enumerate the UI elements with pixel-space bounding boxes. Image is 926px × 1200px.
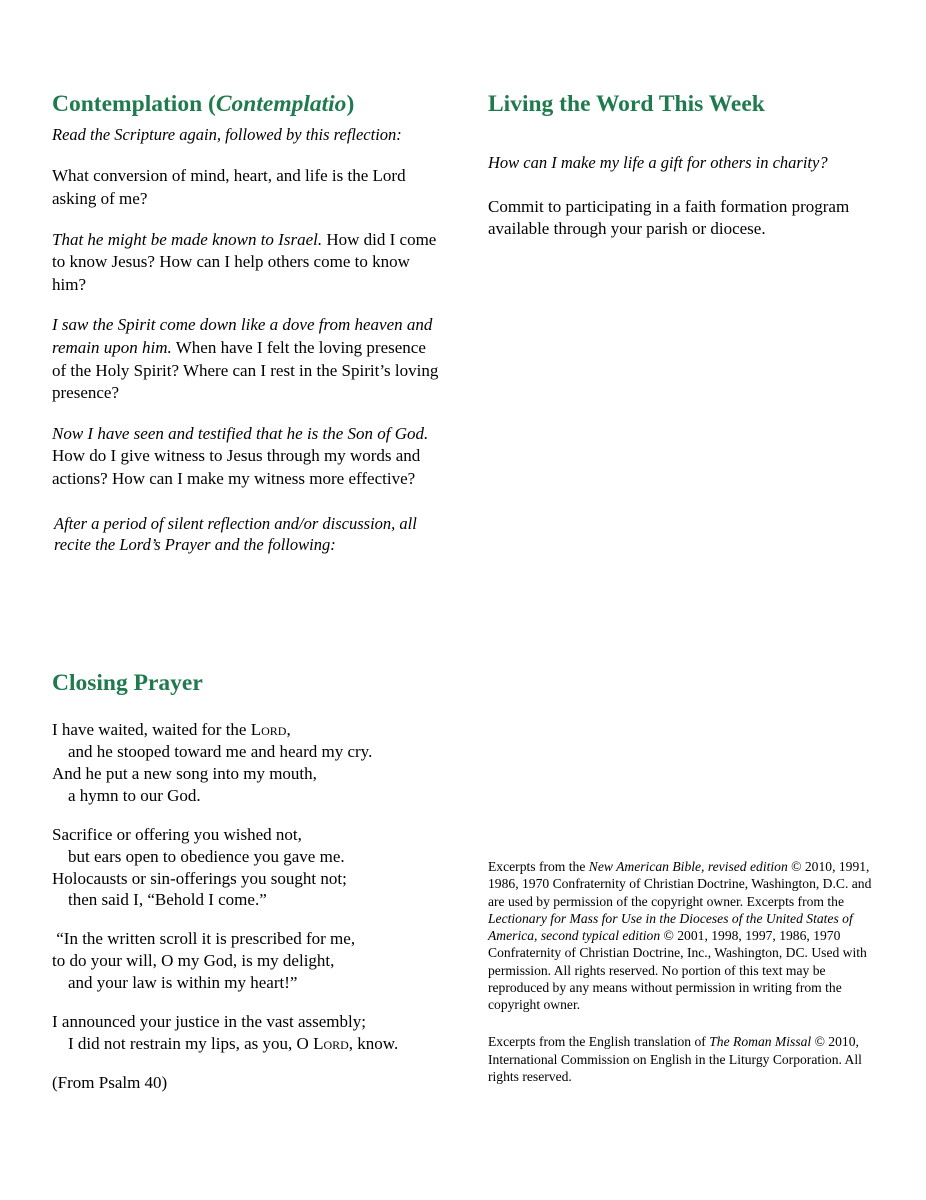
psalm-line-text: And he put a new song into my mouth, — [52, 763, 317, 783]
psalm-line — [52, 868, 452, 890]
closing-prayer-section — [52, 670, 452, 1094]
contemplation-heading-latin: Contemplatio — [215, 91, 347, 117]
contemplation-rubric: Read the Scripture again, followed by this reflection: — [52, 125, 402, 145]
psalm-line-text: I announced your justice in the vast assembly; — [52, 1012, 366, 1032]
credit-block-missal — [488, 1033, 872, 1085]
reflection-paragraph-2 — [52, 229, 444, 297]
contemplation-closing-rubric: After a period of silent reflection and/or discussion, all recite the Lord’s Prayer and the following: — [54, 513, 417, 555]
living-the-word-column — [488, 90, 870, 241]
reflection-paragraph-1 — [52, 165, 444, 210]
credit-title-italic: New American Bible, revised edition — [588, 859, 788, 874]
psalm-source: (From Psalm 40) — [52, 1072, 168, 1092]
psalm-line-text: “In the written scroll it is prescribed for me, — [52, 929, 356, 949]
psalm-line — [52, 785, 452, 807]
credit-text: © 2001, 1998, 1997, 1986, 1970 Confraternity of Christian Doctrine, Inc., Washington, DC. Used with permission. All rights reserved. No portion of this text may be reproduced by any means without permission in writing from the copyright owner. — [488, 928, 867, 1012]
psalm-line — [52, 950, 452, 972]
reflection-paragraph-2-text: How did I come to know Jesus? How can I help others come to know him? — [52, 229, 437, 294]
psalm-stanza-3 — [52, 928, 452, 994]
reflection-paragraph-4-lead: Now I have seen and testified that he is the Son of God. — [52, 423, 429, 443]
psalm-line — [52, 1033, 452, 1055]
psalm-line — [52, 889, 452, 911]
psalm-line — [52, 846, 452, 868]
reflection-paragraph-2-lead: That he might be made known to Israel. — [52, 229, 323, 249]
living-the-word-answer: Commit to participating in a faith formation program available through your parish or diocese. — [488, 196, 850, 239]
credit-text: © 2010, International Commission on English in the Liturgy Corporation. All rights reserved. — [488, 1034, 862, 1084]
contemplation-heading — [52, 90, 444, 118]
psalm-line-tail: , — [286, 720, 291, 739]
psalm-line — [52, 972, 452, 994]
living-the-word-question: How can I make my life a gift for others in charity? — [488, 153, 828, 173]
psalm-line — [52, 763, 452, 785]
psalm-line — [52, 1011, 452, 1033]
psalm-line-text: and he stooped toward me and heard my cry. — [68, 741, 373, 761]
contemplation-column — [52, 90, 444, 555]
contemplation-heading-close: ) — [346, 91, 355, 117]
psalm-line-text: I have waited, waited for the — [52, 720, 251, 739]
psalm-line — [52, 824, 452, 846]
credit-block-scripture — [488, 858, 872, 1013]
psalm-line-text: and your law is within my heart!” — [68, 973, 298, 993]
psalm-line — [52, 928, 452, 950]
credit-title-italic: The Roman Missal — [709, 1034, 812, 1050]
psalm-line-text: a hymn to our God. — [68, 785, 201, 805]
reflection-paragraph-3-lead: I saw the Spirit come down like a dove from heaven and remain upon him. — [52, 315, 433, 357]
closing-prayer-heading: Closing Prayer — [52, 670, 203, 696]
psalm-stanza-2 — [52, 824, 452, 912]
psalm-line-text: then said I, “Behold I come.” — [68, 890, 267, 910]
psalm-line-tail: , know. — [348, 1034, 399, 1054]
psalm-line — [52, 741, 452, 763]
credit-title-italic: Lectionary for Mass for Use in the Dioceses of the United States of America, second typical edition — [488, 910, 853, 943]
copyright-credits — [488, 858, 872, 1105]
credit-text: © 2010, 1991, 1986, 1970 Confraternity of Christian Doctrine, Washington, D.C. and are used by permission of the copyright owner. Excerpts from the — [488, 859, 872, 909]
reflection-paragraph-3-text: When have I felt the loving presence of the Holy Spirit? Where can I rest in the Spirit’s loving presence? — [52, 337, 439, 403]
credit-text: Excerpts from the — [488, 859, 589, 874]
psalm-stanza-4 — [52, 1011, 452, 1055]
divine-name: Lord — [313, 1034, 349, 1054]
reflection-paragraph-3 — [52, 314, 444, 404]
living-the-word-heading: Living the Word This Week — [488, 91, 765, 117]
psalm-line-text: but ears open to obedience you gave me. — [68, 846, 345, 866]
reflection-paragraph-1-text: What conversion of mind, heart, and life is the Lord asking of me? — [52, 166, 406, 208]
psalm-line-text: I did not restrain my lips, as you, O — [68, 1034, 314, 1054]
psalm-stanza-1 — [52, 719, 452, 807]
credit-text: Excerpts from the English translation of — [488, 1034, 710, 1050]
reflection-paragraph-4-text: How do I give witness to Jesus through my words and actions? How can I make my witness more effective? — [52, 446, 421, 488]
divine-name: Lord — [250, 720, 287, 739]
psalm-line-text: Sacrifice or offering you wished not, — [52, 824, 302, 844]
psalm-line — [52, 719, 452, 741]
psalm-line-text: to do your will, O my God, is my delight, — [52, 951, 335, 971]
contemplation-heading-main: Contemplation ( — [52, 91, 216, 117]
reflection-paragraph-4 — [52, 423, 444, 491]
psalm-line-text: Holocausts or sin-offerings you sought not; — [52, 868, 347, 888]
